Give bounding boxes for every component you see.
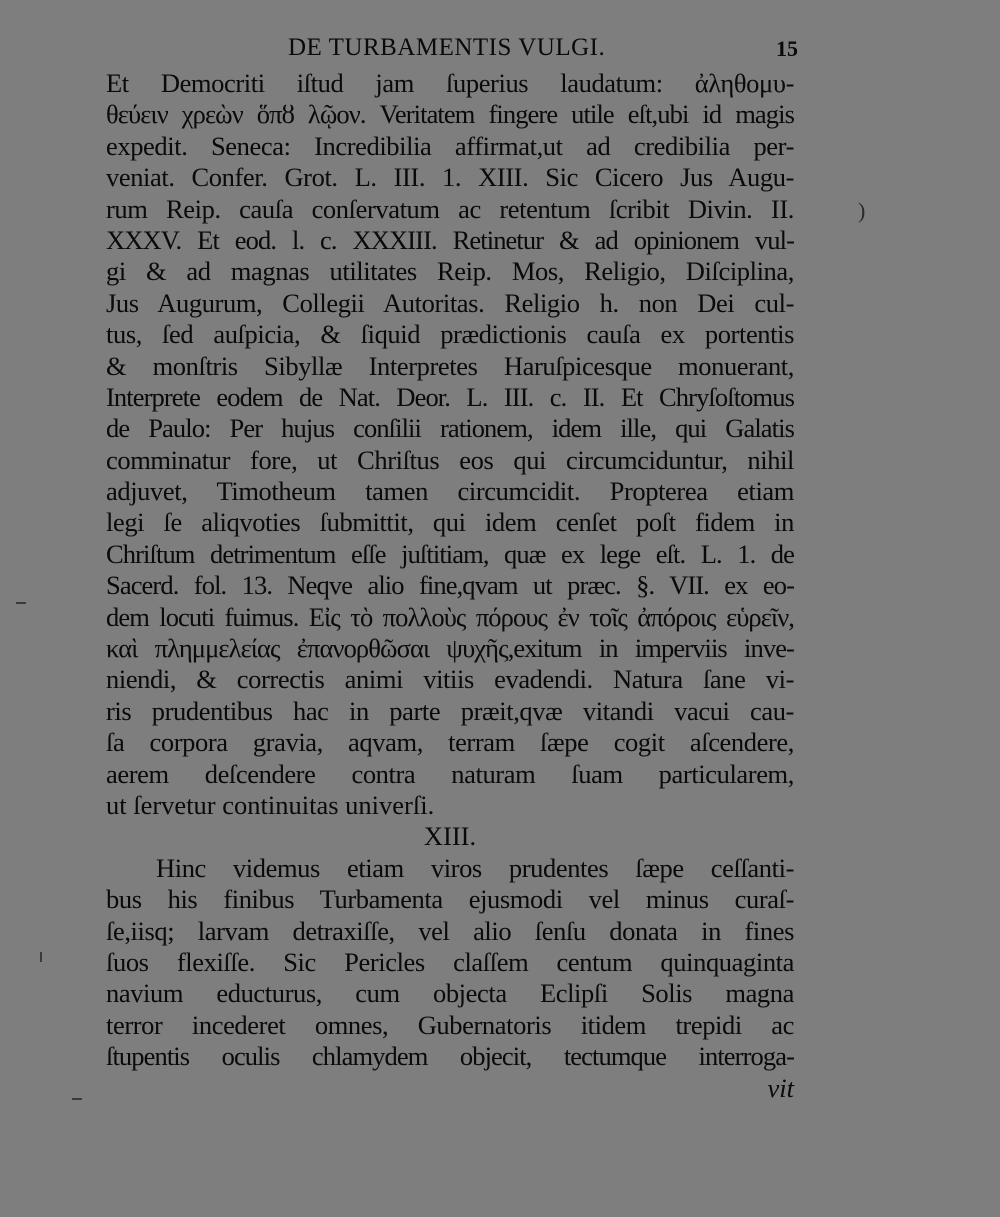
text-line: ſa corpora gravia, aqvam, terram ſæpe cogit aſcendere, [106,727,794,758]
text-line: Jus Augurum, Collegii Autoritas. Religio h. non Dei cul- [106,287,794,318]
text-line: legi ſe aliqvoties ſubmittit, qui idem cenſet poſt fidem in [106,507,794,538]
text-block [106,68,794,1104]
text-line: comminatur fore, ut Chriſtus eos qui circumciduntur, nihil [106,444,794,475]
margin-dash-mark [40,952,42,962]
text-line: ſe,iisq; larvam detraxiſſe, vel alio ſenſu donata in fines [106,915,794,946]
running-head [108,34,798,68]
text-line: Et Democriti iſtud jam ſuperius laudatum: ἀληθομυ- [106,68,794,98]
text-line: expedit. Seneca: Incredibilia affirmat,ut ad credibilia per- [106,130,794,161]
margin-dash-mark [16,602,26,604]
text-line: ris prudentibus hac in parte præit,qvæ vitandi vacui cau- [106,695,794,726]
text-line: Interprete eodem de Nat. Deor. L. III. c. II. Et Chryſoſtomus [106,381,794,412]
text-line: veniat. Confer. Grot. L. III. 1. XIII. Sic Cicero Jus Augu- [106,162,794,193]
text-line: θεύειν χρεὼν ὅπȣ λῷον. Veritatem fingere utile eſt,ubi id magis [106,99,794,130]
margin-bracket-mark: ) [858,198,866,223]
text-line: niendi, & correctis animi vitiis evadendi. Natura ſane vi- [106,664,794,695]
text-line: & monſtris Sibyllæ Interpretes Haruſpicesque monuerant, [106,350,794,381]
text-line: tus, ſed auſpicia, & ſiquid prædictionis cauſa ex portentis [106,319,794,350]
text-line: rum Reip. cauſa conſervatum ac retentum ſcribit Divin. II. [106,193,794,224]
page-number: 15 [776,36,798,61]
text-line: adjuvet, Timotheum tamen circumcidit. Propterea etiam [106,476,794,507]
text-line: Hinc videmus etiam viros prudentes ſæpe ceſſanti- [156,852,794,883]
text-line: navium educturus, cum objecta Eclipſi Solis magna [106,978,794,1009]
running-title: DE TURBAMENTIS VULGI. [288,34,606,61]
text-line: aerem deſcendere contra naturam ſuam particularem, [106,758,794,789]
text-line: gi & ad magnas utilitates Reip. Mos, Religio, Diſciplina, [106,256,794,287]
text-line: bus his finibus Turbamenta ejusmodi vel minus curaſ- [106,884,794,915]
section-number: XIII. [423,821,477,852]
text-line: dem locuti fuimus. Εἰς τὸ πολλοὺς πόρους ἐν τοῖς ἀπόροις εὑρεῖν, [106,601,794,632]
margin-dash-mark [72,1098,82,1100]
text-line: ſuos flexiſſe. Sic Pericles claſſem centum quinquaginta [106,946,794,977]
text-line: ſtupentis oculis chlamydem objecit, tectumque interroga- [106,1041,794,1072]
catchword: vit [767,1072,794,1103]
text-line: de Paulo: Per hujus conſilii rationem, idem ille, qui Galatis [106,413,794,444]
text-line: terror incederet omnes, Gubernatoris itidem trepidi ac [106,1009,794,1040]
text-line: Chriſtum detrimentum eſſe juſtitiam, quæ ex lege eſt. L. 1. de [106,538,794,569]
text-line: ut ſervetur continuitas univerſi. [106,789,435,820]
text-line: Sacerd. fol. 13. Neqve alio fine,qvam ut præc. §. VII. ex eo- [106,570,794,601]
text-line: XXXV. Et eod. l. c. XXXIII. Retinetur & ad opinionem vul- [106,224,794,255]
text-line: καὶ πλημμελείας ἐπανορθῶσαι ψυχῆς,exitum in imperviis inve- [106,633,794,664]
